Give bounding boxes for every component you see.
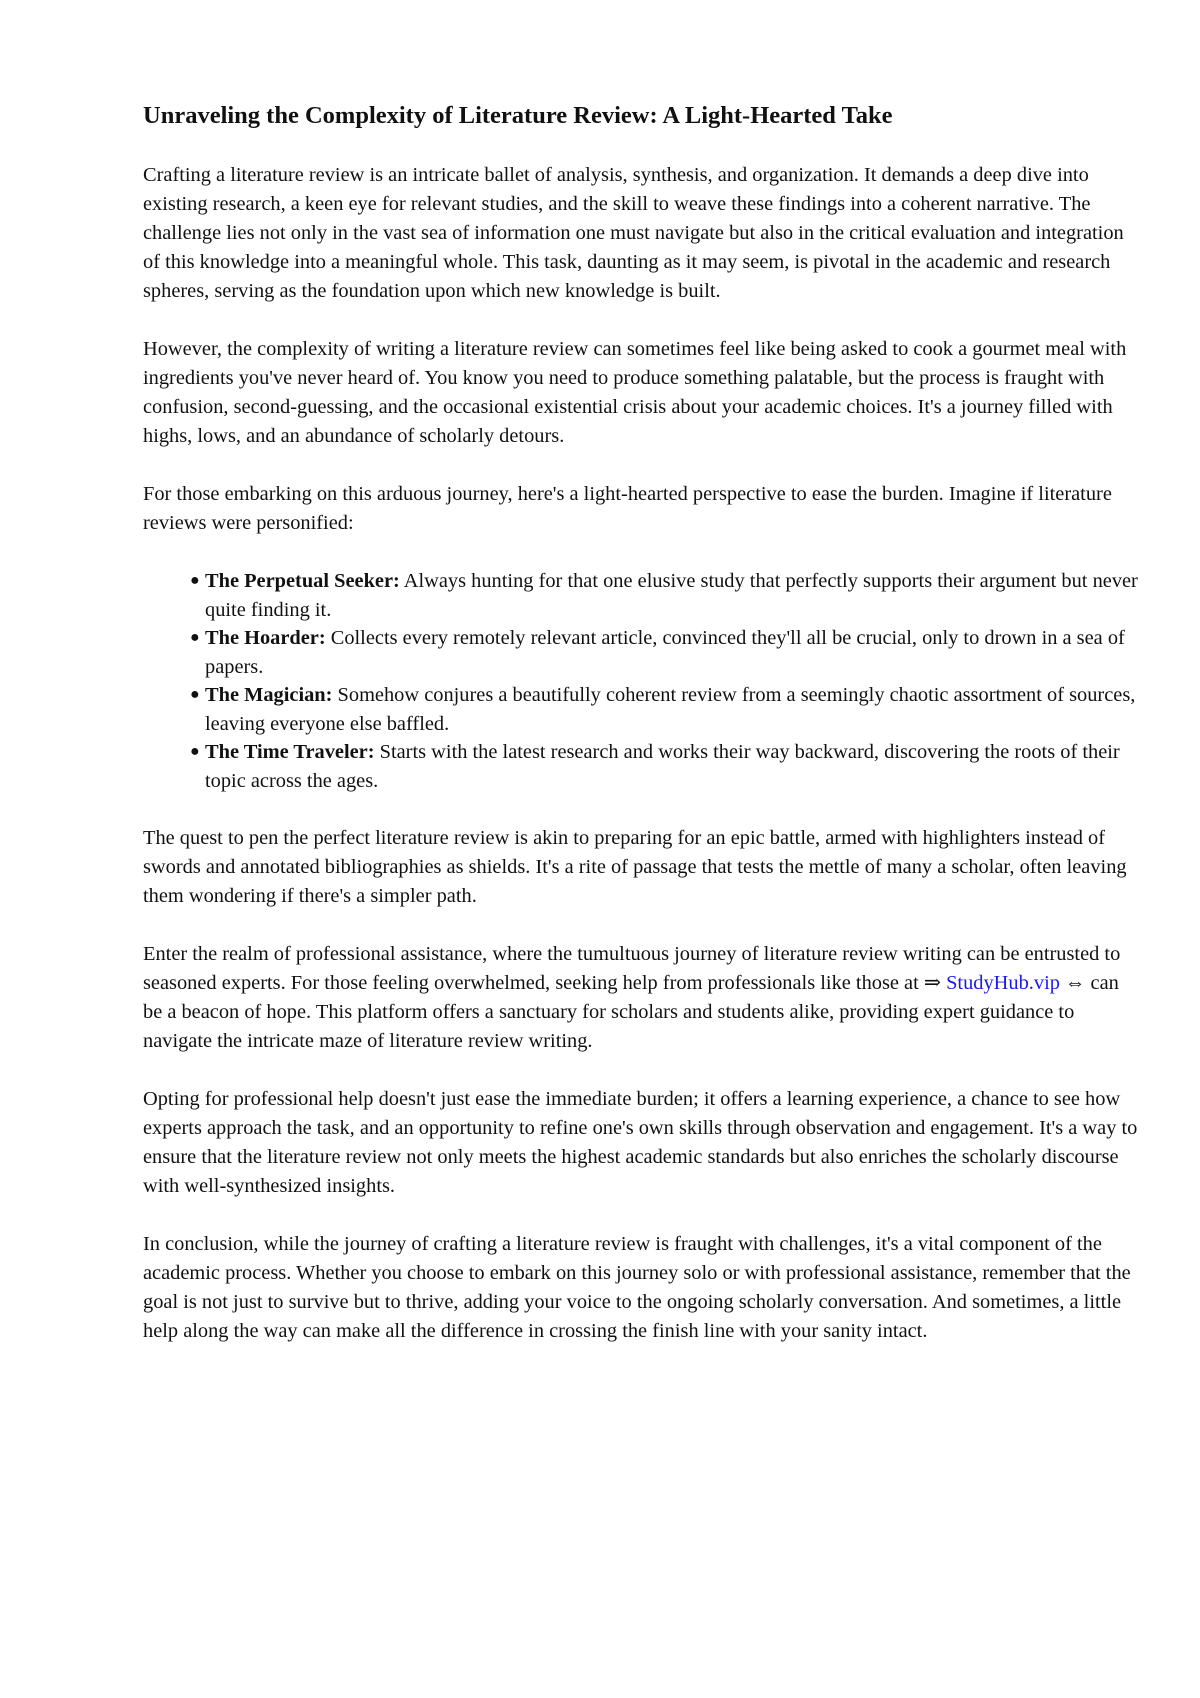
bullet-icon: ● bbox=[190, 686, 200, 703]
bullet-icon: ● bbox=[190, 743, 200, 760]
list-item-term: The Hoarder: bbox=[205, 627, 326, 649]
paragraph-text-before-link: Enter the realm of professional assistance, where the tumultuous journey of literature review writing can be entrusted to seasoned experts. For those feeling overwhelmed, seeking help from professionals like those at ⇒ bbox=[143, 943, 1121, 994]
list-item-term: The Magician: bbox=[205, 684, 333, 706]
list-item bbox=[190, 624, 1140, 681]
paragraph-intro: Crafting a literature review is an intricate ballet of analysis, synthesis, and organization. It demands a deep dive into existing research, a keen eye for relevant studies, and the skill to weave these findings into a coherent narrative. The challenge lies not only in the vast sea of information one must navigate but also in the critical evaluation and integration of this knowledge into a meaningful whole. This task, daunting as it may seem, is pivotal in the academic and research spheres, serving as the foundation upon which new knowledge is built. bbox=[143, 164, 1124, 302]
paragraph-conclusion: In conclusion, while the journey of crafting a literature review is fraught with challenges, it's a vital component of the academic process. Whether you choose to embark on this journey solo or with professional assistance, remember that the goal is not just to survive but to thrive, adding your voice to the ongoing scholarly conversation. And sometimes, a little help along the way can make all the difference in crossing the finish line with your sanity intact. bbox=[143, 1233, 1131, 1342]
list-item-text: Somehow conjures a beautifully coherent review from a seemingly chaotic assortment of sources, leaving everyone else baffled. bbox=[205, 684, 1136, 735]
list-item-text: Always hunting for that one elusive study that perfectly supports their argument but never quite finding it. bbox=[205, 570, 1138, 621]
paragraph-complexity: However, the complexity of writing a literature review can sometimes feel like being asked to cook a gourmet meal with ingredients you've never heard of. You know you need to produce something palatable, but the process is fraught with confusion, second-guessing, and the occasional existential crisis about your academic choices. It's a journey filled with highs, lows, and an abundance of scholarly detours. bbox=[143, 338, 1127, 447]
list-item bbox=[190, 681, 1140, 738]
list-item-text: Starts with the latest research and works their way backward, discovering the roots of their topic across the ages. bbox=[205, 741, 1120, 792]
bullet-icon: ● bbox=[190, 629, 200, 646]
list-item-term: The Perpetual Seeker: bbox=[205, 570, 400, 592]
paragraph-text-after-link: ⇔ can be a beacon of hope. This platform offers a sanctuary for scholars and students alike, providing expert guidance to navigate the intricate maze of literature review writing. bbox=[143, 972, 1119, 1052]
list-item bbox=[190, 567, 1140, 624]
paragraph-personified: For those embarking on this arduous journey, here's a light-hearted perspective to ease the burden. Imagine if literature reviews were personified: bbox=[143, 483, 1112, 534]
bullet-icon: ● bbox=[190, 572, 200, 589]
list-item-term: The Time Traveler: bbox=[205, 741, 375, 763]
list-item bbox=[190, 738, 1140, 795]
document-title: Unraveling the Complexity of Literature Review: A Light-Hearted Take bbox=[143, 102, 893, 129]
personas-list bbox=[143, 567, 1140, 795]
paragraph-professional-assistance bbox=[143, 940, 1140, 1056]
paragraph-quest: The quest to pen the perfect literature review is akin to preparing for an epic battle, armed with highlighters instead of swords and annotated bibliographies as shields. It's a rite of passage that tests the mettle of many a scholar, often leaving them wondering if there's a simpler path. bbox=[143, 827, 1127, 907]
paragraph-opting: Opting for professional help doesn't just ease the immediate burden; it offers a learning experience, a chance to see how experts approach the task, and an opportunity to refine one's own skills through observation and engagement. It's a way to ensure that the literature review not only meets the highest academic standards but also enriches the scholarly discourse with well-synthesized insights. bbox=[143, 1088, 1138, 1197]
studyhub-link[interactable]: StudyHub.vip bbox=[946, 972, 1060, 994]
list-item-text: Collects every remotely relevant article, convinced they'll all be crucial, only to drown in a sea of papers. bbox=[205, 627, 1125, 678]
